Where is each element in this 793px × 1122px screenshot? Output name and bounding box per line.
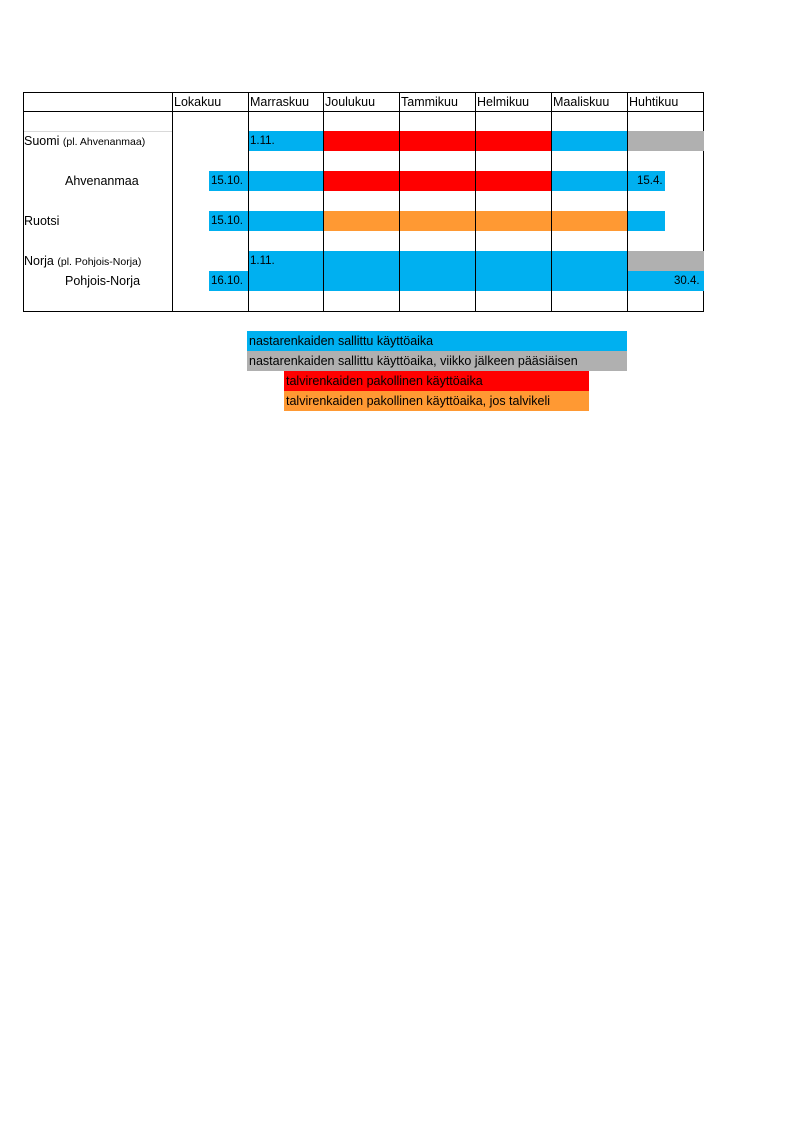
month-header-huhtikuu: Huhtikuu <box>629 95 679 109</box>
country-name: Suomi <box>24 134 60 148</box>
date-pohjois-norja-start: 16.10. <box>211 275 243 287</box>
column-divider <box>323 131 324 312</box>
column-divider <box>172 92 173 312</box>
month-header-marraskuu: Marraskuu <box>250 95 310 109</box>
month-header-joulukuu: Joulukuu <box>325 95 376 109</box>
date-ahvenanmaa-start: 15.10. <box>211 175 243 187</box>
bar-suomi-winter-mandatory <box>324 131 551 151</box>
row-label-ruotsi: Ruotsi <box>24 214 60 228</box>
country-name: Norja <box>24 254 54 268</box>
date-ruotsi-start: 15.10. <box>211 215 243 227</box>
month-header-tammikuu: Tammikuu <box>401 95 458 109</box>
date-pohjois-norja-end: 30.4. <box>674 275 700 287</box>
column-divider <box>475 131 476 312</box>
row-label-pohjois-norja: Pohjois-Norja <box>65 274 141 288</box>
legend-winter-mandatory: talvirenkaiden pakollinen käyttöaika <box>284 371 589 391</box>
bar-suomi-studded-march <box>552 131 627 151</box>
bar-pohjois-norja-studded <box>209 271 704 291</box>
column-divider <box>248 131 249 312</box>
legend-studded-after-easter: nastarenkaiden sallittu käyttöaika, viikko jälkeen pääsiäisen <box>247 351 627 371</box>
date-ahvenanmaa-end: 15.4. <box>637 175 663 187</box>
header-divider <box>23 111 704 112</box>
column-divider <box>627 131 628 312</box>
row-label-norja <box>24 251 141 272</box>
country-note: (pl. Pohjois-Norja) <box>57 256 142 268</box>
bar-norja-studded <box>248 251 627 271</box>
bar-ahvenanmaa-winter-mandatory <box>324 171 551 191</box>
date-suomi-start: 1.11. <box>250 135 275 147</box>
bar-suomi-after-easter <box>628 131 704 151</box>
row-label-ahvenanmaa: Ahvenanmaa <box>65 174 139 188</box>
bar-ruotsi-studded-end <box>628 211 665 231</box>
row-label-suomi <box>24 131 145 152</box>
legend-studded-allowed: nastarenkaiden sallittu käyttöaika <box>247 331 627 351</box>
month-header-lokakuu: Lokakuu <box>174 95 222 109</box>
month-header-helmikuu: Helmikuu <box>477 95 530 109</box>
date-norja-start: 1.11. <box>250 255 275 267</box>
month-header-maaliskuu: Maaliskuu <box>553 95 610 109</box>
column-divider <box>399 131 400 312</box>
column-divider <box>551 131 552 312</box>
country-note: (pl. Ahvenanmaa) <box>62 136 146 148</box>
legend-winter-if-conditions: talvirenkaiden pakollinen käyttöaika, jos talvikeli <box>284 391 589 411</box>
bar-norja-after-easter <box>628 251 704 271</box>
